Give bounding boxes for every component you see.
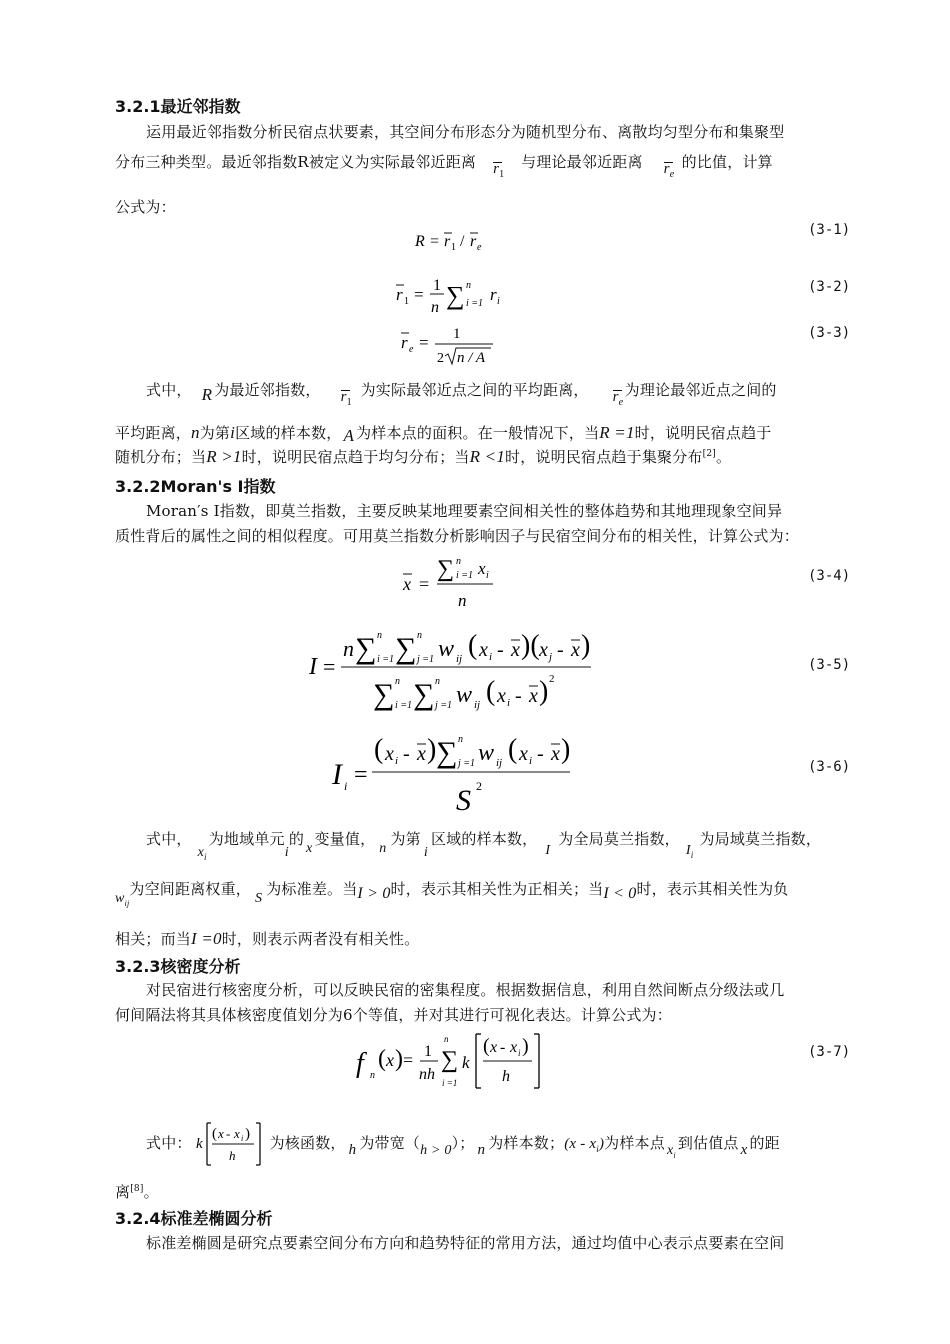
paragraph-line: 随机分布；当R >1时，说明民宿点趋于均匀分布；当R <1时，说明民宿点趋于集聚分布[2]。 xyxy=(115,447,732,466)
svg-text:)(: )( xyxy=(521,630,540,661)
svg-text:2: 2 xyxy=(476,779,482,793)
section-heading-3-2-4: 3.2.4标准差椭圆分析 xyxy=(115,1209,273,1228)
svg-text:=: = xyxy=(323,654,336,679)
equation-3-6 xyxy=(328,722,578,820)
svg-text:j =1: j =1 xyxy=(458,758,476,769)
svg-text:(: ( xyxy=(468,630,478,661)
svg-text:x: x xyxy=(490,1039,498,1056)
svg-text:n: n xyxy=(435,676,440,687)
svg-text:∑: ∑ xyxy=(373,678,395,711)
citation: [8] xyxy=(130,1184,144,1194)
svg-text:x: x xyxy=(519,743,528,765)
svg-text:i: i xyxy=(240,1134,244,1143)
svg-text:ij: ij xyxy=(474,699,481,711)
svg-text:r: r xyxy=(401,333,408,352)
svg-text:i =1: i =1 xyxy=(377,654,395,665)
paragraph-line: 标准差椭圆是研究点要素空间分布方向和趋势特征的常用方法，通过均值中心表示点要素在空间 xyxy=(146,1234,785,1252)
svg-text:=: = xyxy=(414,285,424,304)
svg-text:): ) xyxy=(395,1046,403,1072)
paragraph-line: 式中，$x_i$为地域单元i的x变量值，n为第i区域的样本数，I为全局莫兰指数，$I_i$为局域莫兰指数， xyxy=(146,830,822,862)
svg-text:=: = xyxy=(419,574,430,594)
svg-text:ij: ij xyxy=(496,757,503,769)
svg-text:-: - xyxy=(403,743,410,765)
svg-text:1: 1 xyxy=(433,277,441,294)
svg-text:-: - xyxy=(537,743,544,765)
svg-text:-: - xyxy=(225,1126,231,1141)
svg-text:i: i xyxy=(486,570,489,581)
equation-3-5 xyxy=(305,620,595,715)
svg-text:i =1: i =1 xyxy=(456,570,474,581)
svg-text:w: w xyxy=(456,682,473,708)
paragraph-line: Moran′s I指数，即莫兰指数，主要反映某地理要素空间相关性的整体趋势和其地理现象空间异 xyxy=(146,502,783,520)
svg-text:k: k xyxy=(462,1053,470,1072)
paragraph-line: 运用最近邻指数分析民宿点状要素，其空间分布形态分为随机型分布、离散均匀型分布和集聚型 xyxy=(146,123,785,141)
section-heading-3-2-3: 3.2.3核密度分析 xyxy=(115,957,241,976)
svg-text:x: x xyxy=(511,639,520,661)
svg-text:n: n xyxy=(370,1070,375,1081)
svg-text:S: S xyxy=(456,784,471,817)
svg-text:x: x xyxy=(386,1050,394,1070)
svg-text:j: j xyxy=(549,651,553,663)
svg-text:h: h xyxy=(228,1148,236,1163)
svg-text:i =1: i =1 xyxy=(466,298,484,309)
paragraph-line: 式中， R 为最近邻指数， $r_1$ 为实际最邻近点之间的平均距离， $r_e$ 为理论最邻近点之间的 xyxy=(146,381,777,408)
svg-text:x: x xyxy=(479,639,488,661)
svg-text:x: x xyxy=(539,639,548,661)
svg-text:n: n xyxy=(377,630,382,641)
svg-text:e: e xyxy=(477,242,482,253)
equation-3-4 xyxy=(395,552,505,614)
paragraph-line: $w_{ij}$为空间距离权重，S为标准差。当I > 0时，表示其相关性为正相关；当I < 0时，表示其相关性为负 xyxy=(115,880,789,908)
svg-text:): ) xyxy=(427,734,437,765)
svg-text:r: r xyxy=(470,233,477,250)
svg-text:n: n xyxy=(444,1034,449,1044)
svg-text:): ) xyxy=(539,676,549,707)
svg-text:x: x xyxy=(417,743,426,765)
svg-text:ij: ij xyxy=(456,653,463,665)
svg-text:n: n xyxy=(458,591,467,610)
svg-text:(: ( xyxy=(211,1126,217,1142)
svg-text:nh: nh xyxy=(419,1066,435,1083)
paragraph-line: 分布三种类型。最近邻指数R被定义为实际最邻近距离 $r_1$ 与理论最邻近距离 $r_e$ 的比值，计算 xyxy=(115,153,773,180)
svg-text:x: x xyxy=(551,743,560,765)
section-heading-3-2-2: 3.2.2Moran's I指数 xyxy=(115,477,276,496)
svg-text:n / A: n / A xyxy=(457,350,486,366)
svg-text:=: = xyxy=(354,762,368,788)
svg-text:R: R xyxy=(415,233,425,250)
svg-text:w: w xyxy=(438,636,455,662)
section-heading-3-2-1: 3.2.1最近邻指数 xyxy=(115,97,241,116)
equation-number: (3-5) xyxy=(808,657,851,673)
svg-text:x: x xyxy=(510,1039,518,1056)
svg-text:=: = xyxy=(419,333,429,352)
equation-3-1 xyxy=(410,224,510,256)
equation-3-3 xyxy=(395,320,505,370)
svg-text:∑: ∑ xyxy=(436,736,458,769)
svg-text:(: ( xyxy=(374,734,384,765)
svg-text:x: x xyxy=(403,574,411,594)
svg-text:2: 2 xyxy=(437,351,444,366)
svg-text:x: x xyxy=(217,1126,224,1141)
paragraph-line: 相关；而当I =0时，则表示两者没有相关性。 xyxy=(115,929,420,948)
svg-text:-: - xyxy=(497,639,504,661)
equation-3-2 xyxy=(390,270,520,318)
svg-text:-: - xyxy=(515,685,522,707)
paragraph-line: 公式为： xyxy=(115,198,176,216)
svg-text:(: ( xyxy=(508,734,518,765)
svg-text:n: n xyxy=(456,556,461,567)
svg-text:n: n xyxy=(466,280,471,291)
paragraph-line: 平均距离，n为第i区域的样本数， A 为样本点的面积。在一般情况下，当R =1时，说明民宿点趋于 xyxy=(115,423,772,445)
svg-text:1: 1 xyxy=(404,296,409,307)
svg-text:x: x xyxy=(497,685,506,707)
equation-number: (3-1) xyxy=(808,222,851,238)
svg-text:r: r xyxy=(444,233,451,250)
svg-text:n: n xyxy=(431,299,439,316)
equation-number: (3-7) xyxy=(808,1044,851,1060)
svg-text:): ) xyxy=(561,734,571,765)
equation-number: (3-6) xyxy=(808,759,851,775)
svg-text:=: = xyxy=(430,233,440,250)
svg-text:i =1: i =1 xyxy=(395,700,413,711)
svg-text:j =1: j =1 xyxy=(417,654,435,665)
svg-text:I: I xyxy=(309,654,317,680)
svg-text:j =1: j =1 xyxy=(435,700,453,711)
svg-text:e: e xyxy=(409,344,414,355)
svg-text:i: i xyxy=(529,755,533,767)
svg-text:(: ( xyxy=(378,1046,386,1072)
svg-text:(: ( xyxy=(483,1035,490,1057)
svg-text:∑: ∑ xyxy=(441,1047,459,1073)
svg-text:x: x xyxy=(233,1126,240,1141)
paragraph-line: 式中： k ( x - x i ) h 为核函数， h 为带宽（h > 0）； n 为样本数；$(x - x_i)$为样本点 $x_i$到估值点 x 的距 xyxy=(146,1121,780,1167)
svg-text:i: i xyxy=(507,697,511,709)
svg-text:w: w xyxy=(478,740,495,766)
svg-text:): ) xyxy=(522,1035,529,1057)
citation: [2] xyxy=(702,449,716,459)
svg-text:n: n xyxy=(458,734,463,745)
svg-text:i: i xyxy=(344,779,348,793)
svg-text:(: ( xyxy=(486,676,496,707)
svg-text:∑: ∑ xyxy=(446,281,465,310)
svg-text:): ) xyxy=(581,630,591,661)
svg-text:1: 1 xyxy=(453,326,461,342)
svg-text:/: / xyxy=(460,233,465,250)
svg-text:n: n xyxy=(417,630,422,641)
svg-text:x: x xyxy=(571,639,580,661)
svg-text:i: i xyxy=(518,1048,521,1058)
svg-text:-: - xyxy=(500,1039,506,1056)
svg-text:∑: ∑ xyxy=(355,632,377,665)
svg-text:2: 2 xyxy=(549,673,555,685)
equation-3-7 xyxy=(350,1030,550,1092)
equation-number: (3-3) xyxy=(808,325,851,341)
svg-text:1: 1 xyxy=(424,1043,432,1060)
paragraph-line: 何间隔法将其具体核密度值划分为6个等值，并对其进行可视化表达。计算公式为： xyxy=(115,1006,672,1024)
svg-text:∑: ∑ xyxy=(413,678,435,711)
paragraph-line: 质性背后的属性之间的相似程度。可用莫兰指数分析影响因子与民宿空间分布的相关性，计算公式为： xyxy=(115,527,800,545)
svg-text:∑: ∑ xyxy=(395,632,417,665)
svg-text:r: r xyxy=(396,285,403,304)
svg-text:-: - xyxy=(557,639,564,661)
svg-text:i =1: i =1 xyxy=(442,1078,458,1088)
svg-text:=: = xyxy=(403,1050,414,1070)
svg-text:i: i xyxy=(489,651,493,663)
svg-text:f: f xyxy=(356,1048,364,1079)
svg-text:i: i xyxy=(497,296,500,307)
svg-text:n: n xyxy=(395,676,400,687)
svg-text:r: r xyxy=(490,285,497,304)
svg-text:n: n xyxy=(343,636,354,661)
svg-text:x: x xyxy=(385,743,394,765)
svg-text:I: I xyxy=(332,758,342,791)
svg-text:1: 1 xyxy=(451,242,456,253)
svg-text:x: x xyxy=(529,685,538,707)
kernel-function-inline xyxy=(192,1121,270,1167)
paragraph-line: 离[8]。 xyxy=(115,1183,159,1201)
svg-text:h: h xyxy=(502,1068,510,1085)
svg-text:x: x xyxy=(478,559,486,578)
svg-text:∑: ∑ xyxy=(437,556,455,582)
equation-number: (3-2) xyxy=(808,279,851,295)
svg-text:): ) xyxy=(244,1126,250,1142)
svg-text:i: i xyxy=(395,755,399,767)
equation-number: (3-4) xyxy=(808,568,851,584)
paragraph-line: 对民宿进行核密度分析，可以反映民宿的密集程度。根据数据信息，利用自然间断点分级法或几 xyxy=(146,981,785,999)
svg-text:k: k xyxy=(195,1136,203,1152)
